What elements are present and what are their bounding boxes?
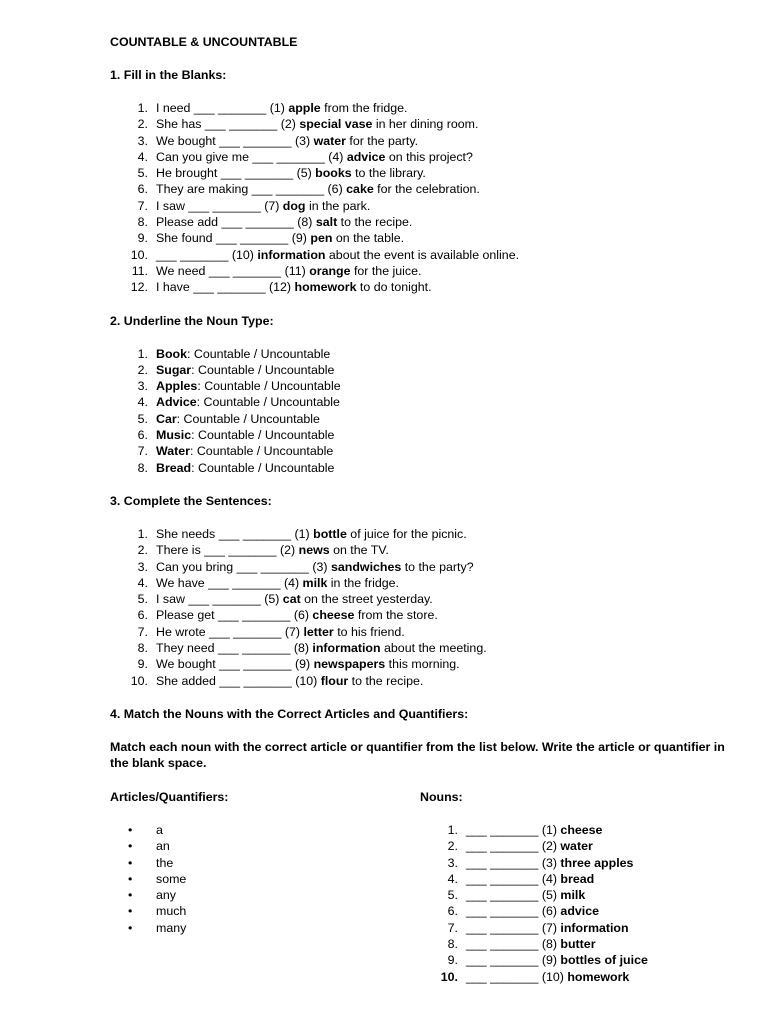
list-item: [110, 263, 730, 279]
noun-type-choices: : Countable / Uncountable: [197, 379, 341, 394]
sentence-end: to the library.: [351, 166, 426, 181]
item-number: 7.: [137, 624, 148, 639]
list-item: [110, 247, 730, 263]
list-item: [110, 624, 730, 640]
answer-blank: ___ _______: [208, 575, 281, 590]
noun-word: bottles of juice: [560, 953, 648, 968]
bullet-icon: •: [128, 888, 133, 903]
sentence-end: about the meeting.: [380, 641, 487, 656]
nouns-list: [420, 822, 730, 985]
target-noun: newspapers: [313, 657, 386, 672]
list-item: [110, 181, 730, 197]
sentence-start: They need: [156, 641, 218, 656]
noun-word: Advice: [156, 395, 197, 410]
noun-type-list: [110, 346, 730, 476]
article-text: some: [156, 871, 187, 886]
sentence-start: Please get: [156, 608, 218, 623]
item-number: 4.: [137, 395, 148, 410]
list-item: [110, 591, 730, 607]
sentence-end: to the party?: [401, 559, 474, 574]
article-item: [110, 855, 390, 871]
item-number: 9.: [447, 953, 458, 968]
answer-blank: ___ _______: [204, 543, 277, 558]
target-noun: salt: [315, 215, 338, 230]
sentence-end: from the store.: [354, 608, 438, 623]
sentence-end: on the table.: [332, 231, 405, 246]
sentence-end: to his friend.: [333, 624, 405, 639]
complete-sentences-list: [110, 526, 730, 689]
noun-word: water: [560, 839, 593, 854]
article-text: many: [156, 920, 187, 935]
noun-type-choices: : Countable / Uncountable: [191, 362, 335, 377]
noun-item: [420, 920, 730, 936]
articles-column: [110, 788, 390, 936]
section-2-heading: 2. Underline the Noun Type:: [110, 313, 274, 328]
target-noun: milk: [302, 575, 328, 590]
sentence-start: We bought: [156, 657, 220, 672]
item-number: 2.: [447, 839, 458, 854]
target-noun: pen: [310, 231, 333, 246]
target-noun: flour: [320, 673, 349, 688]
answer-blank: ___ _______: [218, 608, 291, 623]
item-number: 3.: [137, 133, 148, 148]
answer-blank: ___ _______: [219, 673, 292, 688]
noun-item: [420, 887, 730, 903]
item-number: 6.: [137, 182, 148, 197]
item-number: 12.: [130, 280, 148, 295]
item-number: 8.: [137, 641, 148, 656]
answer-blank: ___ _______: [221, 215, 294, 230]
item-number: 8.: [137, 460, 148, 475]
item-number: 1.: [137, 346, 148, 361]
list-item: [110, 100, 730, 116]
item-number: 8.: [137, 215, 148, 230]
bullet-icon: •: [128, 839, 133, 854]
sentence-end: for the party.: [345, 133, 419, 148]
item-tag: (9): [541, 953, 557, 968]
list-item: [110, 542, 730, 558]
item-tag: (6): [327, 182, 343, 197]
answer-blank: ___ _______: [215, 231, 289, 246]
noun-item: [420, 838, 730, 854]
item-number: 9.: [137, 231, 148, 246]
item-tag: (9): [291, 231, 307, 246]
item-number: 7.: [137, 444, 148, 459]
item-number: 6.: [137, 428, 148, 443]
answer-blank: ___ _______: [466, 839, 539, 854]
list-item: [110, 133, 730, 149]
matching-columns: [110, 788, 730, 984]
item-number: 3.: [137, 379, 148, 394]
noun-word: information: [560, 920, 629, 935]
noun-type-choices: : Countable / Uncountable: [196, 395, 340, 410]
item-tag: (7): [264, 198, 280, 213]
item-tag: (4): [328, 149, 344, 164]
answer-blank: ___ _______: [219, 133, 292, 148]
item-tag: (3): [294, 133, 311, 148]
noun-word: Car: [156, 411, 177, 426]
target-noun: cheese: [312, 608, 355, 623]
answer-blank: ___ _______: [236, 559, 309, 574]
item-number: 5.: [447, 888, 458, 903]
item-tag: (1): [269, 101, 285, 115]
sentence-end: this morning.: [385, 657, 460, 672]
bullet-icon: •: [128, 871, 133, 886]
list-item: [110, 411, 730, 427]
list-item: [110, 673, 730, 689]
noun-item: [420, 822, 730, 838]
item-number: 5.: [137, 411, 148, 426]
answer-blank: ___ _______: [209, 624, 282, 639]
target-noun: sandwiches: [331, 559, 402, 574]
list-item: [110, 198, 730, 214]
item-tag: (10): [231, 247, 254, 262]
item-tag: (1): [294, 526, 310, 541]
list-item: [110, 427, 730, 443]
noun-word: milk: [560, 888, 586, 903]
answer-blank: ___ _______: [218, 526, 292, 541]
sentence-start: She found: [156, 231, 216, 246]
answer-blank: ___ _______: [219, 657, 292, 672]
answer-blank: ___ _______: [218, 641, 291, 656]
target-noun: information: [312, 641, 381, 656]
item-number: 7.: [137, 198, 148, 213]
noun-word: advice: [560, 904, 599, 919]
item-number: 10.: [130, 673, 148, 688]
item-number: 8.: [447, 936, 458, 951]
answer-blank: ___ _______: [466, 871, 539, 886]
item-number: 10.: [130, 247, 148, 262]
list-item: [110, 378, 730, 394]
item-number: 5.: [137, 166, 148, 181]
item-tag: (12): [269, 280, 292, 295]
sentence-start: Please add: [156, 215, 222, 230]
sentence-start: Can you bring: [156, 559, 237, 574]
item-tag: (1): [541, 822, 557, 837]
item-tag: (3): [312, 559, 328, 574]
answer-blank: ___ _______: [466, 904, 539, 919]
answer-blank: ___ _______: [466, 920, 539, 935]
answer-blank: ___ _______: [193, 101, 267, 115]
sentence-end: on this project?: [385, 149, 473, 164]
sentence-end: on the TV.: [329, 543, 389, 558]
item-tag: (5): [541, 888, 557, 903]
item-number: 3.: [447, 855, 458, 870]
answer-blank: ___ _______: [252, 149, 325, 164]
list-item: [110, 443, 730, 459]
sentence-start: He brought: [156, 166, 221, 181]
sentence-end: to the recipe.: [337, 215, 413, 230]
noun-item: [420, 871, 730, 887]
item-tag: (10): [541, 969, 564, 984]
answer-blank: ___ _______: [466, 888, 539, 903]
item-number: 4.: [137, 149, 148, 164]
article-text: an: [156, 839, 170, 854]
nouns-column: [420, 788, 730, 985]
sentence-start: She needs: [156, 526, 219, 541]
noun-word: Book: [156, 346, 187, 361]
noun-item: [420, 952, 730, 968]
list-item: [110, 656, 730, 672]
answer-blank: ___ _______: [466, 969, 539, 984]
item-number: 6.: [447, 904, 458, 919]
article-text: much: [156, 904, 187, 919]
item-tag: (5): [296, 166, 312, 181]
article-text: the: [156, 855, 174, 870]
item-number: 9.: [137, 657, 148, 672]
answer-blank: ___ _______: [204, 117, 278, 132]
articles-heading: Articles/Quantifiers:: [110, 789, 229, 804]
target-noun: information: [257, 247, 326, 262]
sentence-start: We bought: [156, 133, 220, 148]
target-noun: apple: [288, 101, 321, 115]
item-tag: (2): [541, 839, 557, 854]
article-text: any: [156, 888, 176, 903]
item-tag: (8): [297, 215, 313, 230]
item-number: 4.: [447, 871, 458, 886]
sentence-start: We need: [156, 263, 209, 278]
noun-type-choices: : Countable / Uncountable: [191, 428, 335, 443]
list-item: [110, 559, 730, 575]
target-noun: dog: [282, 198, 306, 213]
article-text: a: [156, 822, 163, 837]
noun-word: bread: [560, 871, 595, 886]
list-item: [110, 165, 730, 181]
item-number: 1.: [137, 101, 148, 115]
list-item: [110, 362, 730, 378]
sentence-start: He wrote: [156, 624, 210, 639]
noun-type-choices: : Countable / Uncountable: [176, 411, 320, 426]
target-noun: books: [315, 166, 352, 181]
answer-blank: ___ _______: [466, 953, 539, 968]
article-item: [110, 838, 390, 854]
target-noun: orange: [309, 263, 351, 278]
list-item: [110, 640, 730, 656]
target-noun: special vase: [299, 117, 373, 132]
noun-word: three apples: [560, 855, 634, 870]
item-number: 2.: [137, 543, 148, 558]
item-tag: (4): [541, 871, 557, 886]
sentence-end: from the fridge.: [320, 101, 408, 115]
sentence-start: I need: [156, 101, 194, 115]
item-tag: (2): [280, 117, 296, 132]
sentence-start: They are making: [156, 182, 252, 197]
answer-blank: ___ _______: [466, 822, 539, 837]
answer-blank: ___ _______: [220, 166, 294, 181]
list-item: [110, 460, 730, 476]
answer-blank: ___ _______: [208, 263, 282, 278]
noun-word: Music: [156, 428, 192, 443]
answer-blank: ___ _______: [466, 855, 539, 870]
article-item: [110, 822, 390, 838]
answer-blank: ___ _______: [466, 936, 539, 951]
item-tag: (4): [283, 575, 300, 590]
sentence-end: to the recipe.: [348, 673, 424, 688]
noun-item: [420, 903, 730, 919]
answer-blank: ___ _______: [251, 182, 325, 197]
answer-blank: ___ _______: [188, 198, 261, 213]
list-item: [110, 607, 730, 623]
noun-item: [420, 969, 730, 985]
noun-item: [420, 855, 730, 871]
sentence-start: She added: [156, 673, 220, 688]
article-item: [110, 903, 390, 919]
noun-word: cheese: [560, 822, 603, 837]
answer-blank: ___ _______: [188, 592, 261, 607]
target-noun: bottle: [313, 526, 347, 541]
sentence-end: about the event is available online.: [325, 247, 520, 262]
sentence-start: I have: [156, 280, 194, 295]
noun-word: Bread: [156, 460, 192, 475]
item-tag: (2): [280, 543, 296, 558]
item-number: 1.: [137, 526, 148, 541]
sentence-start: She has: [156, 117, 205, 132]
item-tag: (7): [541, 920, 557, 935]
item-tag: (6): [293, 608, 309, 623]
section-1-heading: 1. Fill in the Blanks:: [110, 68, 227, 82]
noun-word: Sugar: [156, 362, 192, 377]
bullet-icon: •: [128, 822, 133, 837]
section-3-heading: 3. Complete the Sentences:: [110, 493, 272, 508]
list-item: [110, 149, 730, 165]
item-number: 10.: [440, 969, 458, 984]
list-item: [110, 230, 730, 246]
sentence-start: There is: [156, 543, 205, 558]
item-number: 3.: [137, 559, 148, 574]
bullet-icon: •: [128, 855, 133, 870]
target-noun: homework: [294, 280, 357, 295]
item-tag: (8): [541, 936, 557, 951]
noun-word: Apples: [156, 379, 198, 394]
target-noun: cat: [282, 592, 301, 607]
item-tag: (9): [294, 657, 311, 672]
worksheet-page: [110, 33, 730, 984]
articles-list: [110, 822, 390, 936]
bullet-icon: •: [128, 920, 133, 935]
sentence-start: We have: [156, 575, 209, 590]
answer-blank: ___ _______: [156, 247, 229, 262]
item-number: 6.: [137, 608, 148, 623]
document-title: COUNTABLE & UNCOUNTABLE: [110, 35, 298, 49]
item-tag: (7): [284, 624, 300, 639]
item-tag: (8): [293, 641, 309, 656]
noun-word: homework: [567, 969, 630, 984]
noun-item: [420, 936, 730, 952]
noun-type-choices: : Countable / Uncountable: [189, 444, 334, 459]
sentence-start: I saw: [156, 198, 189, 213]
item-number: 11.: [131, 263, 148, 278]
article-item: [110, 871, 390, 887]
sentence-end: for the juice.: [350, 263, 422, 278]
noun-type-choices: : Countable / Uncountable: [186, 346, 331, 361]
answer-blank: ___ _______: [193, 280, 266, 295]
item-number: 4.: [137, 575, 148, 590]
sentence-end: of juice for the picnic.: [346, 526, 467, 541]
target-noun: cake: [346, 182, 374, 197]
section-4-heading: 4. Match the Nouns with the Correct Articles and Quantifiers:: [110, 706, 469, 721]
item-tag: (10): [295, 673, 318, 688]
list-item: [110, 279, 730, 295]
item-tag: (11): [284, 263, 306, 278]
list-item: [110, 214, 730, 230]
target-noun: water: [313, 133, 346, 148]
sentence-end: in her dining room.: [372, 117, 479, 132]
item-number: 7.: [447, 920, 458, 935]
item-number: 2.: [137, 362, 148, 377]
item-tag: (3): [541, 855, 557, 870]
list-item: [110, 575, 730, 591]
list-item: [110, 526, 730, 542]
list-item: [110, 394, 730, 410]
bullet-icon: •: [128, 904, 133, 919]
section-4-instruction: Match each noun with the correct article or quantifier from the list below. Write the article or quantifier in the blank space.: [110, 739, 725, 771]
sentence-end: in the fridge.: [327, 575, 399, 590]
item-number: 5.: [137, 592, 148, 607]
list-item: [110, 346, 730, 362]
noun-type-choices: : Countable / Uncountable: [191, 460, 335, 475]
item-tag: (5): [264, 592, 280, 607]
sentence-start: I saw: [156, 592, 189, 607]
item-tag: (6): [541, 904, 557, 919]
noun-word: butter: [560, 936, 596, 951]
sentence-end: for the celebration.: [373, 182, 480, 197]
article-item: [110, 920, 390, 936]
sentence-end: on the street yesterday.: [300, 592, 433, 607]
article-item: [110, 887, 390, 903]
sentence-start: Can you give me: [156, 149, 253, 164]
sentence-end: to do tonight.: [356, 280, 432, 295]
target-noun: advice: [346, 149, 386, 164]
nouns-heading: Nouns:: [420, 789, 463, 804]
sentence-end: in the park.: [305, 198, 371, 213]
noun-word: Water: [156, 444, 190, 459]
fill-in-blanks-list: [110, 100, 730, 296]
item-number: 2.: [137, 117, 148, 132]
target-noun: letter: [303, 624, 334, 639]
target-noun: news: [298, 543, 330, 558]
item-number: 1.: [447, 822, 458, 837]
list-item: [110, 116, 730, 132]
